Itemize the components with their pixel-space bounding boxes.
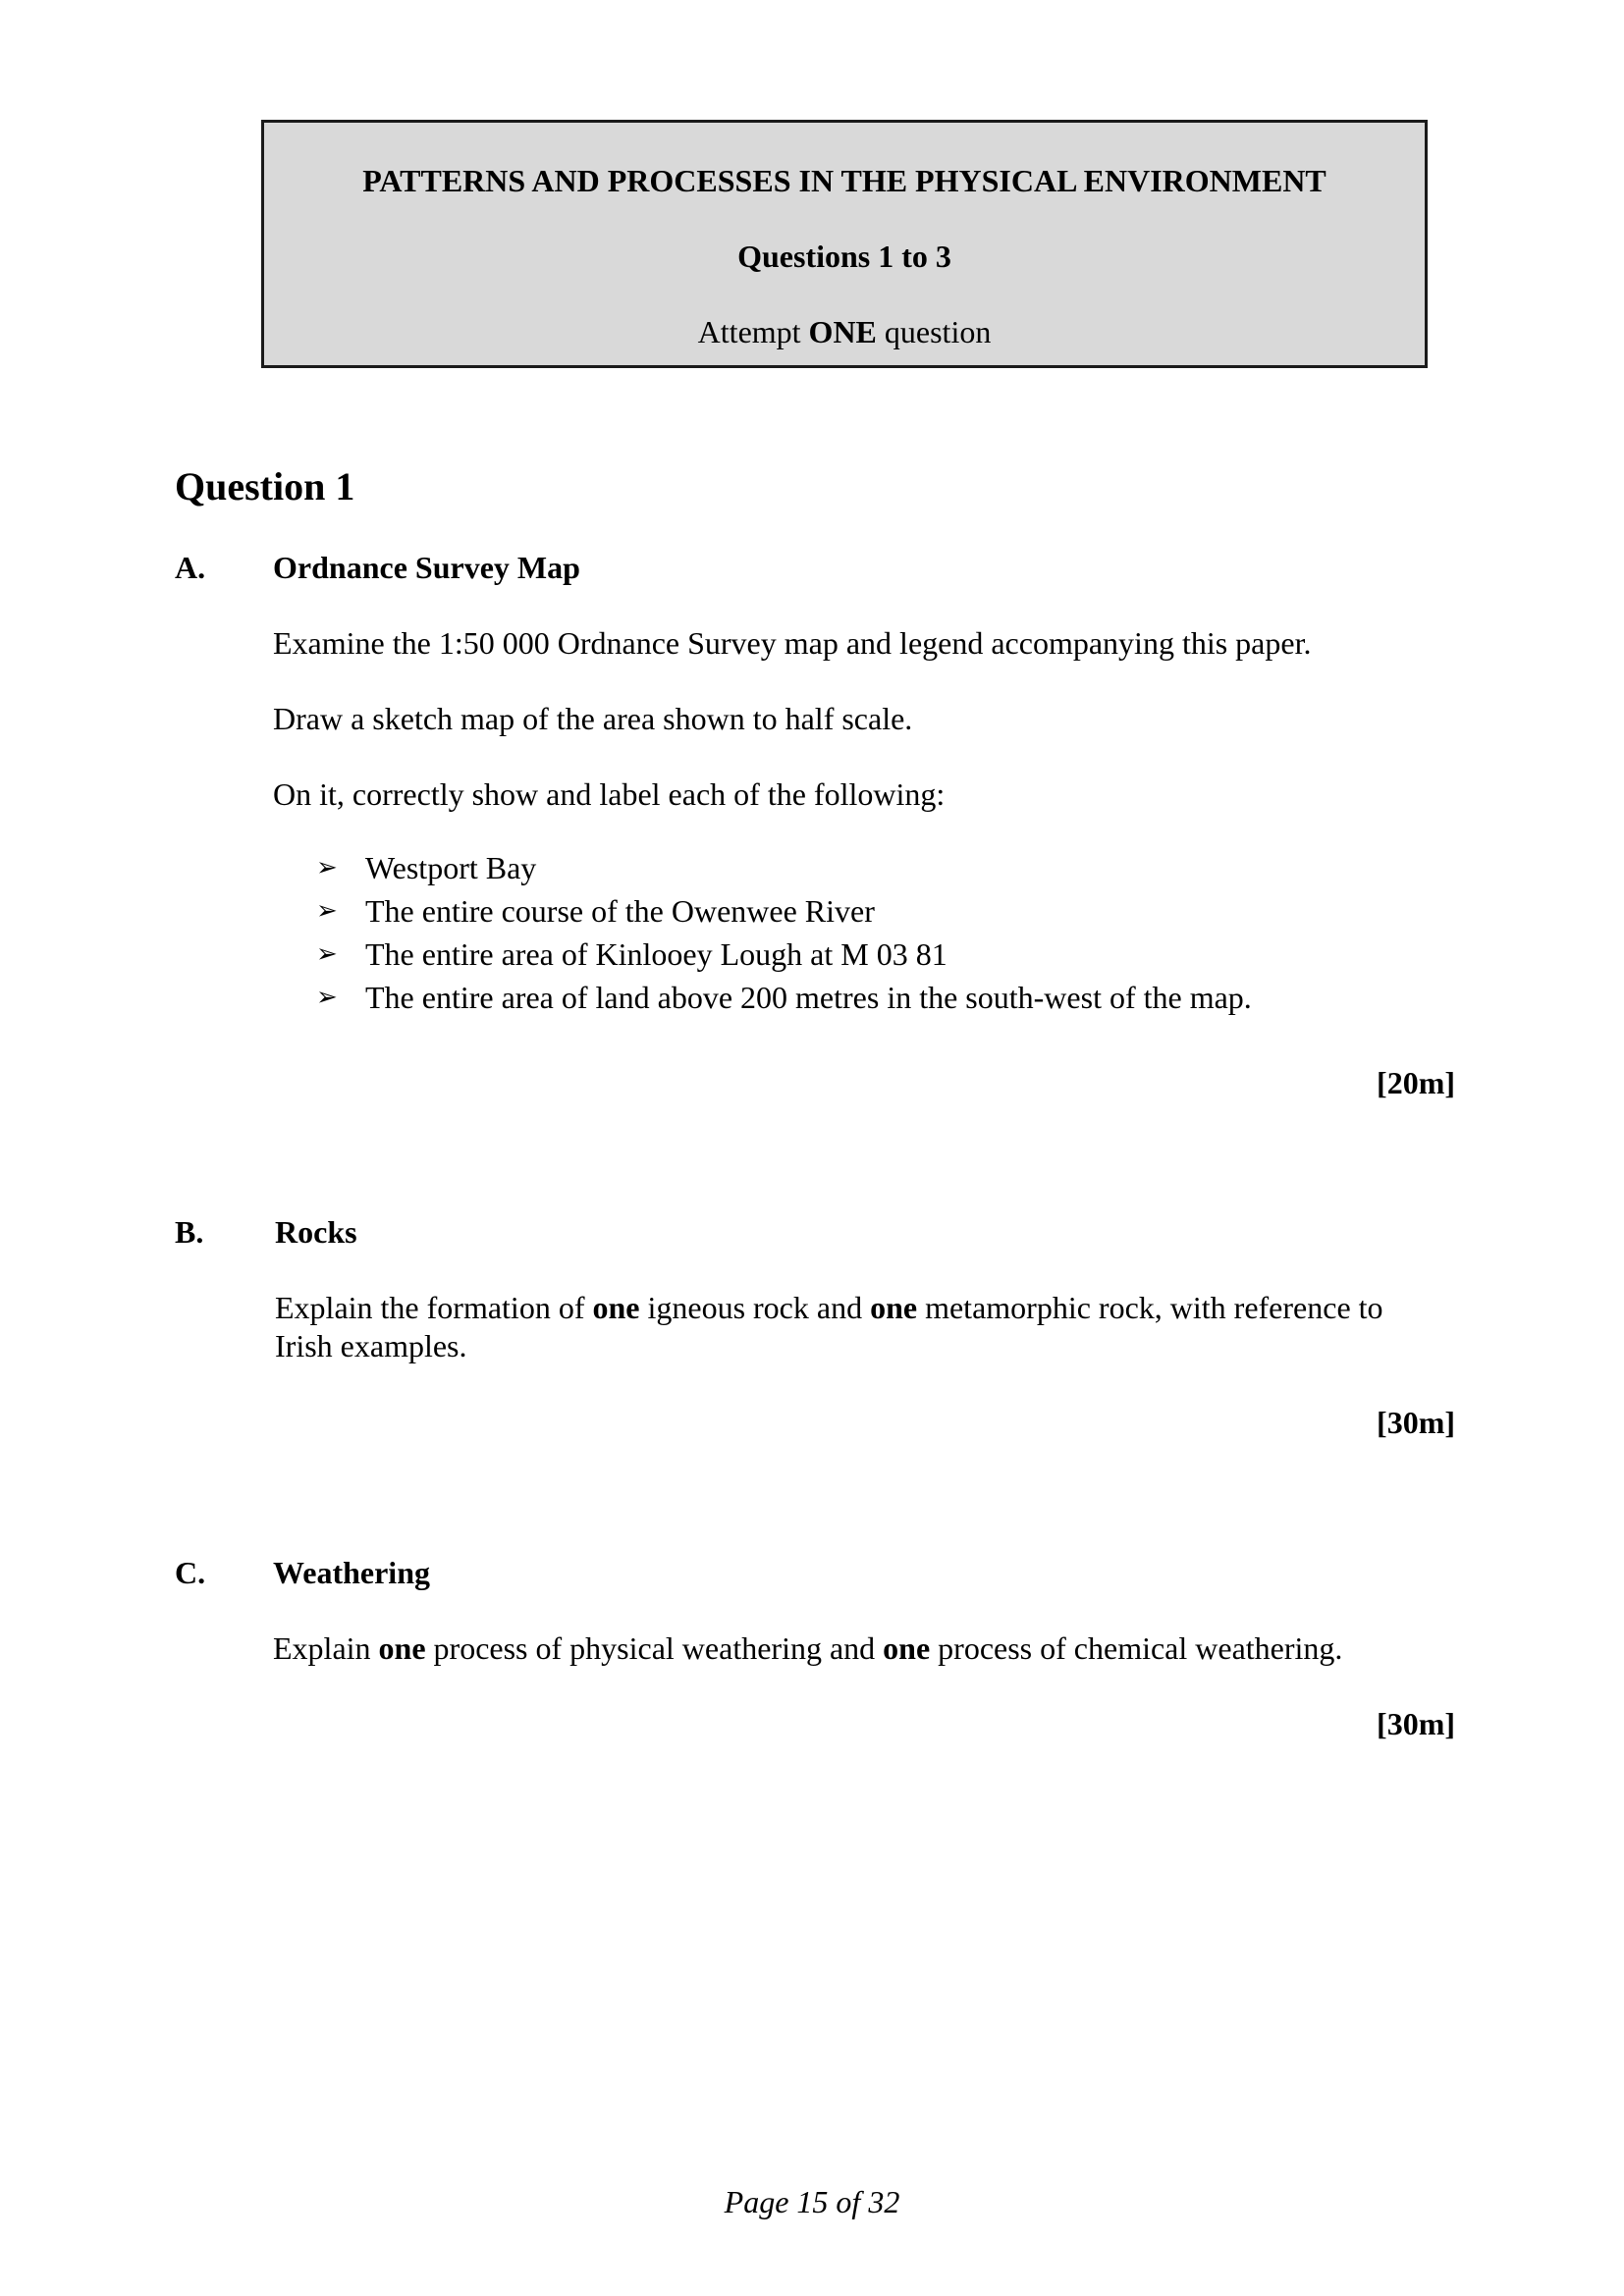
section-a-heading: Ordnance Survey Map (273, 550, 580, 585)
section-a-letter: A. (175, 550, 206, 585)
arrowhead-bullet-icon: ➢ (316, 939, 338, 969)
question-title: Question 1 (175, 464, 355, 508)
text-span: metamorphic rock, with reference to (925, 1290, 1383, 1325)
bold-emphasis: one (592, 1290, 640, 1325)
section-c-paragraph (273, 1629, 1342, 1667)
bold-emphasis: one (378, 1630, 426, 1666)
section-c-marks: [30m] (1377, 1706, 1455, 1741)
arrowhead-bullet-icon: ➢ (316, 983, 338, 1012)
section-instruction (264, 313, 1425, 350)
section-a-paragraph-3: On it, correctly show and label each of the following: (273, 776, 946, 812)
list-item-text: The entire course of the Owenwee River (365, 893, 875, 929)
section-header-box (261, 120, 1428, 368)
instruction-text-pre: Attempt (697, 314, 801, 349)
list-item-text: Westport Bay (365, 850, 537, 885)
text-span: Explain the formation of (275, 1290, 585, 1325)
section-b-marks: [30m] (1377, 1405, 1455, 1440)
bold-emphasis: one (883, 1630, 931, 1666)
arrowhead-bullet-icon: ➢ (316, 896, 338, 926)
list-item (316, 935, 1252, 979)
text-span: Explain (273, 1630, 371, 1666)
text-span: igneous rock and (647, 1290, 863, 1325)
section-b-letter: B. (175, 1214, 204, 1250)
section-b-paragraph-line-1 (275, 1289, 1383, 1326)
text-span: process of chemical weathering. (938, 1630, 1343, 1666)
section-a-marks: [20m] (1377, 1065, 1455, 1100)
section-b-heading: Rocks (275, 1214, 357, 1250)
list-item (316, 979, 1252, 1022)
instruction-text-bold: ONE (808, 314, 877, 349)
section-b-paragraph-line-2: Irish examples. (275, 1328, 467, 1363)
list-item-text: The entire area of land above 200 metres in the south-west of the map. (365, 980, 1252, 1015)
list-item (316, 849, 1252, 892)
bold-emphasis: one (870, 1290, 918, 1325)
section-title: PATTERNS AND PROCESSES IN THE PHYSICAL ENVIRONMENT (362, 163, 1326, 198)
page-number-footer: Page 15 of 32 (724, 2184, 900, 2219)
section-c-letter: C. (175, 1555, 206, 1590)
arrowhead-bullet-icon: ➢ (316, 853, 338, 882)
text-span: process of physical weathering and (433, 1630, 876, 1666)
instruction-text-post: question (884, 314, 992, 349)
section-a-paragraph-1: Examine the 1:50 000 Ordnance Survey map and legend accompanying this paper. (273, 625, 1312, 661)
section-a-bullet-list (316, 849, 1252, 1022)
section-a-paragraph-2: Draw a sketch map of the area shown to half scale. (273, 701, 913, 736)
section-c-heading: Weathering (273, 1555, 430, 1590)
list-item (316, 892, 1252, 935)
list-item-text: The entire area of Kinlooey Lough at M 03 81 (365, 936, 947, 972)
section-subtitle: Questions 1 to 3 (737, 239, 951, 274)
